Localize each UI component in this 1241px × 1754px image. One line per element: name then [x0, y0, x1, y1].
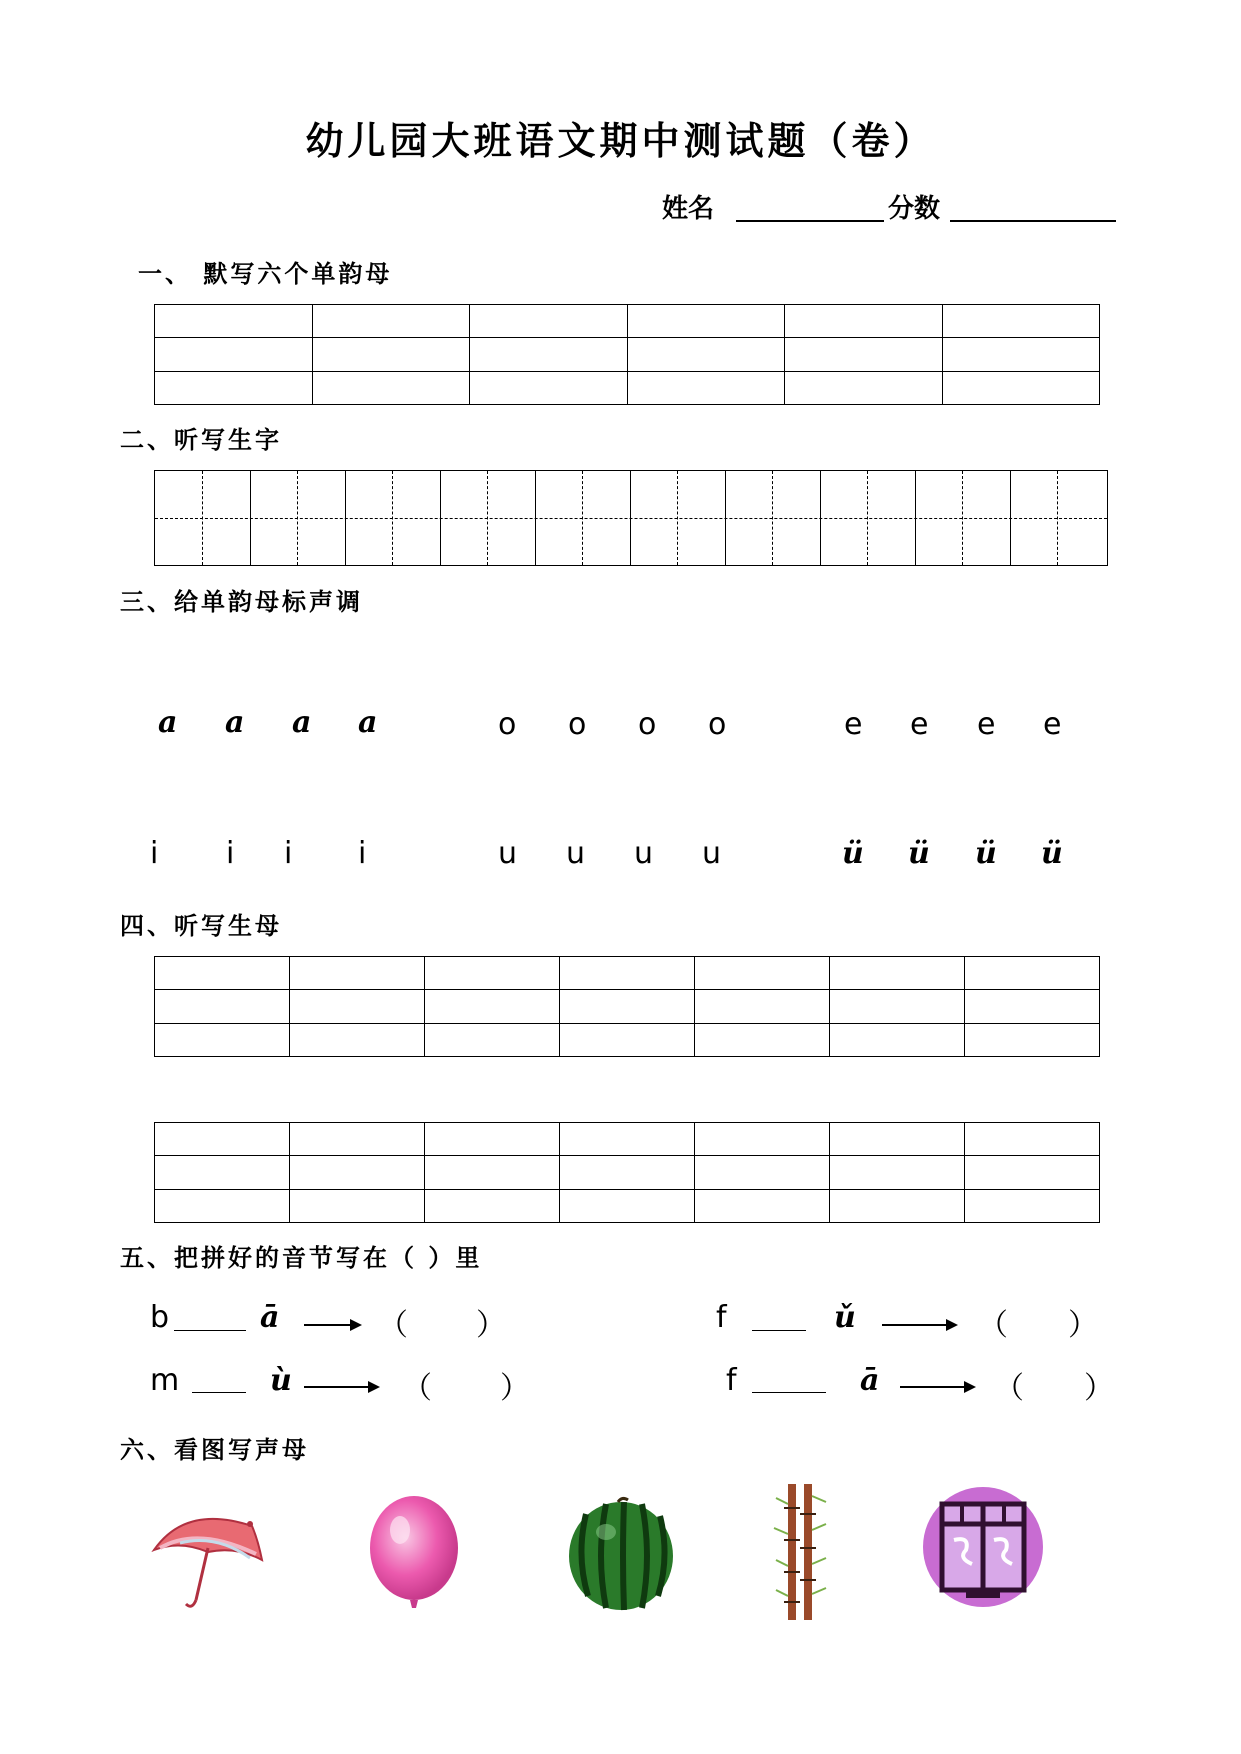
vowel-o: o	[568, 707, 587, 742]
score-field[interactable]	[950, 220, 1116, 222]
vowel-u: u	[498, 836, 518, 871]
score-label: 分数	[888, 194, 941, 224]
answer-field[interactable]	[430, 1363, 500, 1399]
syllable-initial: f	[726, 1363, 737, 1398]
writing-grid-initials-2[interactable]	[154, 1122, 1100, 1223]
section-4-heading: 四、听写生母	[120, 911, 282, 940]
vowel-u: u	[634, 836, 654, 871]
vowel-e: e	[910, 707, 929, 742]
window-icon	[920, 1484, 1046, 1610]
paren-left: （	[402, 1371, 432, 1406]
vowel-i: i	[358, 836, 367, 871]
vowel-a: a	[158, 705, 178, 740]
umbrella-icon	[146, 1500, 266, 1612]
arrow-icon	[304, 1324, 360, 1326]
section-2-heading: 二、听写生字	[120, 425, 282, 454]
paren-left: （	[978, 1308, 1008, 1343]
name-field[interactable]	[736, 220, 884, 222]
paren-right: ）	[476, 1308, 506, 1343]
syllable-final: ǔ	[834, 1300, 856, 1335]
writing-grid-initials-1[interactable]	[154, 956, 1100, 1057]
blank-line	[752, 1330, 806, 1331]
syllable-initial: f	[716, 1300, 727, 1335]
paren-right: ）	[1084, 1371, 1114, 1406]
vowel-u-umlaut: ü	[1041, 836, 1063, 871]
paren-left: （	[378, 1308, 408, 1343]
vowel-a: a	[225, 705, 245, 740]
blank-line	[174, 1330, 246, 1331]
paren-right: ）	[500, 1371, 530, 1406]
syllable-final: ù	[270, 1363, 292, 1398]
answer-field[interactable]	[1006, 1300, 1068, 1336]
vowel-u-umlaut: ü	[908, 836, 930, 871]
syllable-final: ā	[260, 1300, 280, 1335]
vowel-e: e	[977, 707, 996, 742]
answer-field[interactable]	[406, 1300, 476, 1336]
syllable-final: ā	[860, 1363, 880, 1398]
syllable-initial: b	[150, 1300, 170, 1335]
arrow-icon	[900, 1386, 974, 1388]
tianzige-grid[interactable]	[154, 470, 1108, 566]
vowel-e: e	[1043, 707, 1062, 742]
section-6-heading: 六、看图写声母	[120, 1435, 309, 1464]
syllable-initial: m	[150, 1363, 180, 1398]
vowel-u-umlaut: ü	[842, 836, 864, 871]
page-title: 幼儿园大班语文期中测试题（卷）	[305, 118, 936, 163]
vowel-a: a	[358, 705, 378, 740]
vowel-u-umlaut: ü	[975, 836, 997, 871]
section-1-heading: 一、 默写六个单韵母	[138, 259, 393, 288]
answer-field[interactable]	[1022, 1363, 1084, 1399]
name-label: 姓名	[662, 194, 715, 224]
arrow-icon	[304, 1386, 378, 1388]
balloon-icon	[366, 1494, 466, 1622]
vowel-u: u	[702, 836, 722, 871]
section-5-heading: 五、把拼好的音节写在（ ）里	[120, 1243, 483, 1272]
watermelon-icon	[566, 1494, 676, 1612]
blank-line	[752, 1392, 826, 1393]
writing-grid-vowels[interactable]	[154, 304, 1100, 405]
vowel-o: o	[708, 707, 727, 742]
arrow-icon	[882, 1324, 956, 1326]
bamboo-icon	[770, 1484, 830, 1620]
vowel-i: i	[284, 836, 293, 871]
vowel-i: i	[150, 836, 159, 871]
vowel-e: e	[844, 707, 863, 742]
vowel-i: i	[226, 836, 235, 871]
blank-line	[192, 1392, 246, 1393]
section-3-heading: 三、给单韵母标声调	[120, 587, 363, 616]
vowel-o: o	[498, 707, 517, 742]
paren-right: ）	[1068, 1308, 1098, 1343]
paren-left: （	[994, 1371, 1024, 1406]
vowel-a: a	[292, 705, 312, 740]
vowel-u: u	[566, 836, 586, 871]
vowel-o: o	[638, 707, 657, 742]
